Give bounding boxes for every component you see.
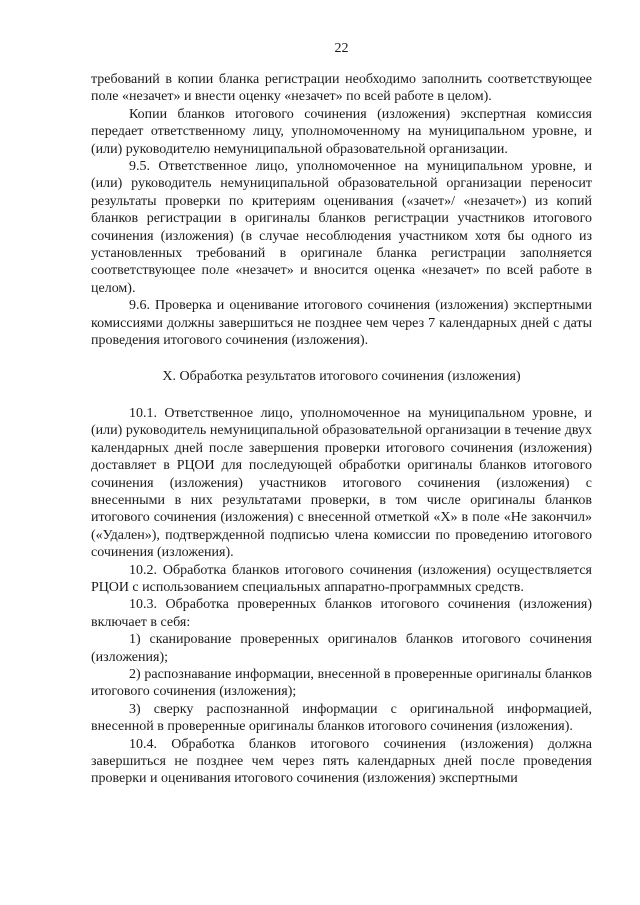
page-number: 22 [334,41,349,56]
list-item: 2) распознавание информации, внесенной в проверенные оригиналы бланков итогового сочинения (изложения); [91,667,592,700]
paragraph: 10.4. Обработка бланков итогового сочинения (изложения) должна завершиться не позднее чем через пять календарных дней после проведения проверки и оценивания итогового сочинения (изложения) экспертными [91,736,592,787]
paragraph: 9.6. Проверка и оценивание итогового сочинения (изложения) экспертными комиссиями должны завершиться не позднее чем через 7 календарных дней с даты проведения итогового сочинения (изложения). [91,298,592,349]
section-heading: X. Обработка результатов итогового сочинения (изложения) [162,368,521,384]
paragraph: 10.1. Ответственное лицо, уполномоченное на муниципальном уровне, и (или) руководитель немуниципальной образовательной организации в течение двух календарных дней после завершения проверки итогового сочинения (изложения) доставляет в РЦОИ для последующей обработки оригиналы бланков итогового сочинения (изложения) участников итогового сочинения (изложения) с внесенными в них результатами проверки, в том числе оригиналы бланков итогового сочинения (изложения) с внесенной отметкой «X» в поле «Не закончил» («Удален»), подтвержденной подписью члена комиссии по проведению итогового сочинения (изложения). [91,405,592,561]
paragraphs-after [91,405,592,788]
paragraphs-before [91,71,592,350]
list-item: 3) сверку распознанной информации с оригинальной информацией, внесенной в проверенные оригиналы бланков итогового сочинения (изложения). [91,701,592,735]
paragraph: 10.3. Обработка проверенных бланков итогового сочинения (изложения) включает в себя: [91,597,592,630]
paragraph: требований в копии бланка регистрации необходимо заполнить соответствующее поле «незачет» и внести оценку «незачет» по всей работе в целом). [91,72,592,105]
paragraph: Копии бланков итогового сочинения (изложения) экспертная комиссия передает ответственному лицу, уполномоченному на муниципальном уровне, и (или) руководителю немуниципальной образовательной организации. [91,106,592,157]
paragraph: 9.5. Ответственное лицо, уполномоченное на муниципальном уровне, и (или) руководитель немуниципальной образовательной организации переносит результаты проверки по критериям оценивания («зачет»/ «незачет») из копий бланков регистрации в оригиналы бланков регистрации участников итогового сочинения (изложения) (в случае несоблюдения участником хотя бы одного из установленных требований в оригинале бланка регистрации заполняется соответствующее поле «незачет» и вносится оценка «незачет» по всей работе в целом). [91,159,592,296]
list-item: 1) сканирование проверенных оригиналов бланков итогового сочинения (изложения); [91,632,592,665]
paragraph: 10.2. Обработка бланков итогового сочинения (изложения) осуществляется РЦОИ с использованием специальных аппаратно-программных средств. [91,562,592,595]
